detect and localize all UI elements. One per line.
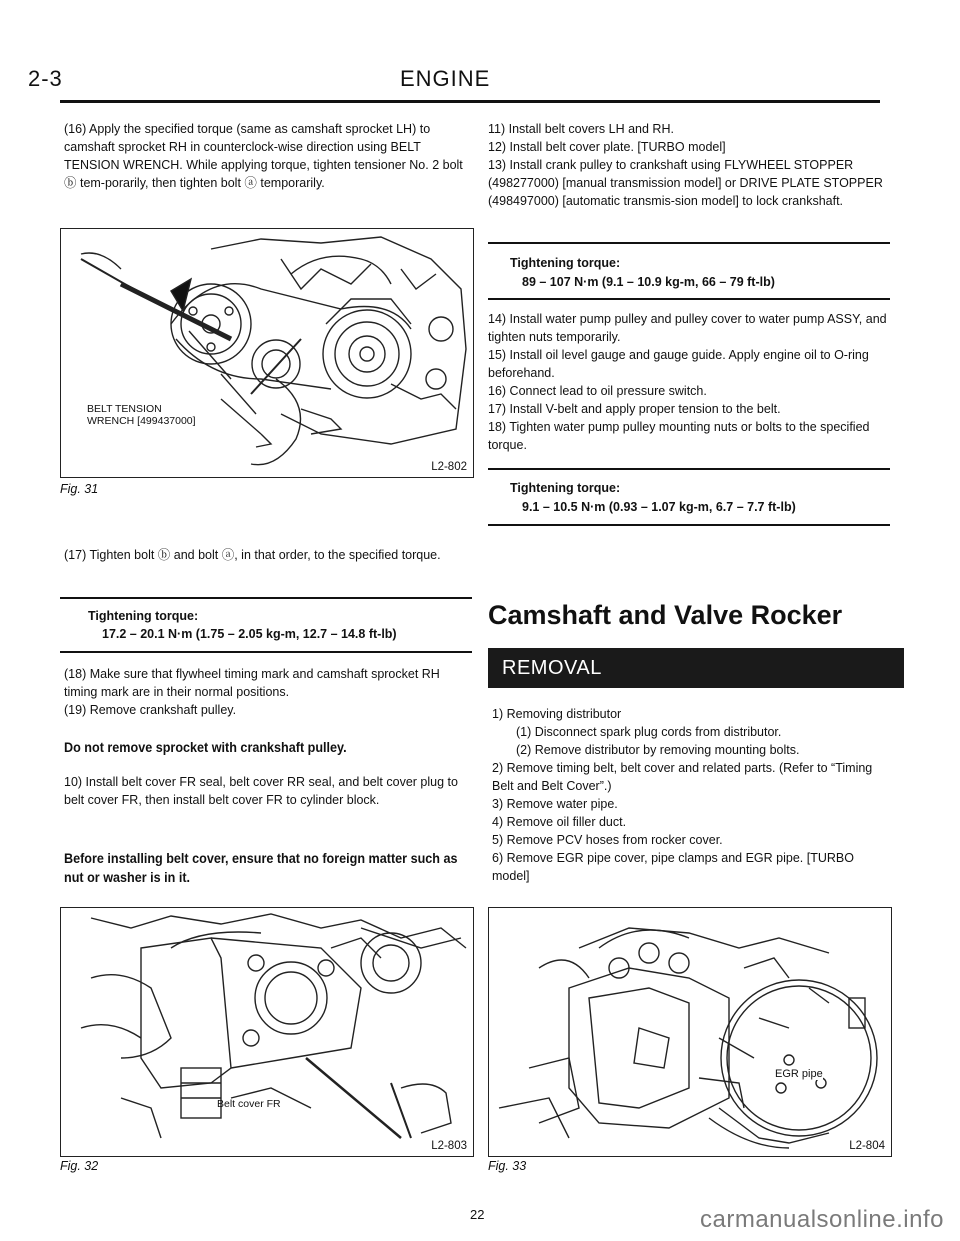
page-title: ENGINE <box>400 66 491 91</box>
figure-33-illustration <box>489 908 891 1156</box>
step-18r-text: 18) Tighten water pump pulley mounting nuts or bolts to the specified torque. <box>488 420 870 452</box>
figure-32-code: L2-803 <box>431 1140 467 1152</box>
figure-32-illustration <box>61 908 473 1156</box>
section-number: 2-3 <box>28 66 63 91</box>
step-10-text: 10) Install belt cover FR seal, belt cover RR seal, and belt cover plug to belt cover FR, then install belt cover FR to cylinder block. <box>64 775 458 807</box>
removal-step-2: 2) Remove timing belt, belt cover and related parts. (Refer to “Timing Belt and Belt Cover”.) <box>492 761 873 793</box>
figure-31-label-line1: BELT TENSION <box>87 403 162 415</box>
torque-3-value: 9.1 – 10.5 N·m (0.93 – 1.07 kg-m, 6.7 – 7.7 ft-lb) <box>522 500 796 514</box>
figure-32-caption: Fig. 32 <box>60 1159 99 1173</box>
removal-step-1: 1) Removing distributor <box>492 707 622 721</box>
torque-3-label: Tightening torque: <box>510 481 621 495</box>
warning-2: Before installing belt cover, ensure that no foreign matter such as nut or washer is in it. <box>64 850 458 885</box>
step-16r-text: 16) Connect lead to oil pressure switch. <box>488 384 707 398</box>
figure-31-illustration <box>61 229 473 477</box>
page-number: 22 <box>470 1207 485 1222</box>
torque-1-top-rule <box>60 597 472 599</box>
step-11-text: 11) Install belt covers LH and RH. <box>488 122 674 136</box>
torque-2-label: Tightening torque: <box>510 256 621 270</box>
figure-33-label: EGR pipe <box>775 1068 823 1080</box>
step-15-text: 15) Install oil level gauge and gauge guide. Apply engine oil to O-ring beforehand. <box>488 348 869 380</box>
torque-2-top-rule <box>488 242 890 244</box>
figure-31-caption: Fig. 31 <box>60 482 99 496</box>
torque-2-bottom-rule <box>488 298 890 300</box>
step-17r-text: 17) Install V-belt and apply proper tension to the belt. <box>488 402 781 416</box>
removal-banner: REMOVAL <box>488 648 904 688</box>
figure-33-code: L2-804 <box>849 1140 885 1152</box>
figure-31-callout <box>87 403 196 427</box>
figure-31-frame <box>60 228 474 478</box>
header-rule <box>60 100 880 103</box>
step-13-text: 13) Install crank pulley to crankshaft using FLYWHEEL STOPPER (498277000) [manual transmission model] or DRIVE PLATE STOPPER (498497000) [automatic transmis-sion model] to lock crankshaft. <box>488 158 883 208</box>
torque-2-value: 89 – 107 N·m (9.1 – 10.9 kg-m, 66 – 79 ft-lb) <box>522 275 775 289</box>
step-17-text: (17) Tighten bolt ⓑ and bolt ⓐ, in that order, to the specified torque. <box>64 548 441 562</box>
step-18-text: (18) Make sure that flywheel timing mark and camshaft sprocket RH timing mark are in their normal positions. <box>64 667 440 699</box>
removal-step-4: 4) Remove oil filler duct. <box>492 815 627 829</box>
step-14-text: 14) Install water pump pulley and pulley cover to water pump ASSY, and tighten nuts temporarily. <box>488 312 887 344</box>
watermark: carmanualsonline.info <box>700 1206 944 1233</box>
figure-32-label: Belt cover FR <box>217 1098 281 1110</box>
warning-1: Do not remove sprocket with crankshaft pulley. <box>64 739 347 755</box>
figure-31-code: L2-802 <box>431 461 467 473</box>
figure-31-label-line2: WRENCH [499437000] <box>87 415 196 427</box>
figure-32-frame <box>60 907 474 1157</box>
removal-step-1a: (1) Disconnect spark plug cords from distributor. <box>516 725 782 739</box>
removal-step-5: 5) Remove PCV hoses from rocker cover. <box>492 833 723 847</box>
figure-33-frame <box>488 907 892 1157</box>
torque-1-bottom-rule <box>60 651 472 653</box>
removal-step-1b: (2) Remove distributor by removing mounting bolts. <box>516 743 800 757</box>
torque-1-value: 17.2 – 20.1 N·m (1.75 – 2.05 kg-m, 12.7 – 14.8 ft-lb) <box>102 627 397 641</box>
step-12-text: 12) Install belt cover plate. [TURBO model] <box>488 140 726 154</box>
figure-33-caption: Fig. 33 <box>488 1159 527 1173</box>
step-16-text: (16) Apply the specified torque (same as camshaft sprocket LH) to camshaft sprocket RH in counterclock-wise direction using BELT TENSION WRENCH. While applying torque, tighten tensioner No. 2 bolt ⓑ tem-porarily, then tighten bolt ⓐ temporarily. <box>64 122 463 190</box>
section-title: Camshaft and Valve Rocker <box>488 600 843 630</box>
torque-3-bottom-rule <box>488 524 890 526</box>
removal-step-3: 3) Remove water pipe. <box>492 797 618 811</box>
torque-1-label: Tightening torque: <box>88 609 199 623</box>
removal-step-6: 6) Remove EGR pipe cover, pipe clamps and EGR pipe. [TURBO model] <box>492 851 854 883</box>
step-19-text: (19) Remove crankshaft pulley. <box>64 703 237 717</box>
torque-3-top-rule <box>488 468 890 470</box>
